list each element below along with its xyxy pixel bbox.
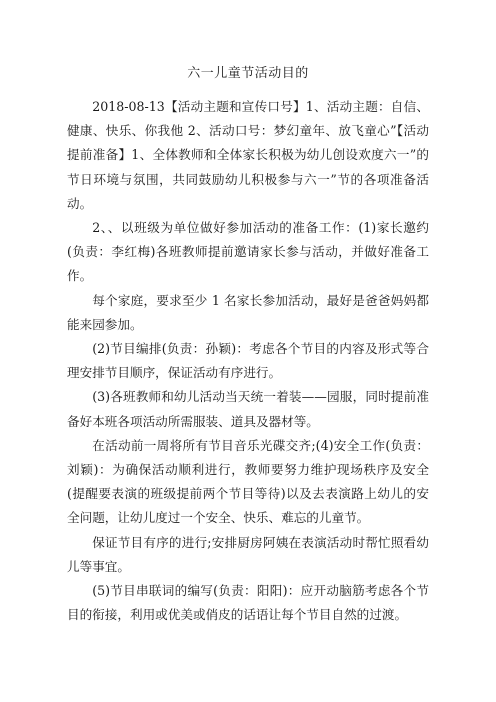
paragraph: 在活动前一周将所有节目音乐光碟交齐;(4)安全工作(负责：刘颖)：为确保活动顺利进行，教师要努力维护现场秩序及安全(提醒要表演的班级提前两个节目等待)以及去表演路上幼儿的安全问题，让幼儿度过一个安全、快乐、难忘的儿童节。: [67, 437, 429, 526]
paragraph: 每个家庭，要求至少 1 名家长参加活动，最好是爸爸妈妈都能来园参加。: [67, 292, 429, 332]
paragraph: (3)各班教师和幼儿活动当天统一着装——园服，同时提前准备好本班各项活动所需服装、道具及器材等。: [67, 389, 429, 429]
document-title: 六一儿童节活动目的: [187, 66, 309, 81]
paragraph: 2、、以班级为单位做好参加活动的准备工作：(1)家长邀约(负责：李红梅)各班教师提前邀请家长参与活动，并做好准备工作。: [67, 220, 429, 284]
document-body: [67, 95, 429, 627]
paragraph: 2018-08-13【活动主题和宣传口号】1、活动主题：自信、健康、快乐、你我他 2、活动口号：梦幻童年、放飞童心”【活动提前准备】1、全体教师和全体家长积极为幼儿创设欢度六一”的节日环境与氛围，共同鼓励幼儿积极参与六一”节的各项准备活动。: [67, 99, 429, 211]
paragraph: (2)节目编排(负责：孙颖)：考虑各个节目的内容及形式等合理安排节目顺序，保证活动有序进行。: [67, 341, 429, 381]
paragraph: 保证节目有序的进行;安排厨房阿姨在表演活动时帮忙照看幼儿等事宜。: [67, 534, 429, 574]
paragraph: (5)节目串联词的编写(负责：阳阳)：应开动脑筋考虑各个节目的衔接，利用或优美或俏皮的话语让每个节目自然的过渡。: [67, 583, 429, 623]
